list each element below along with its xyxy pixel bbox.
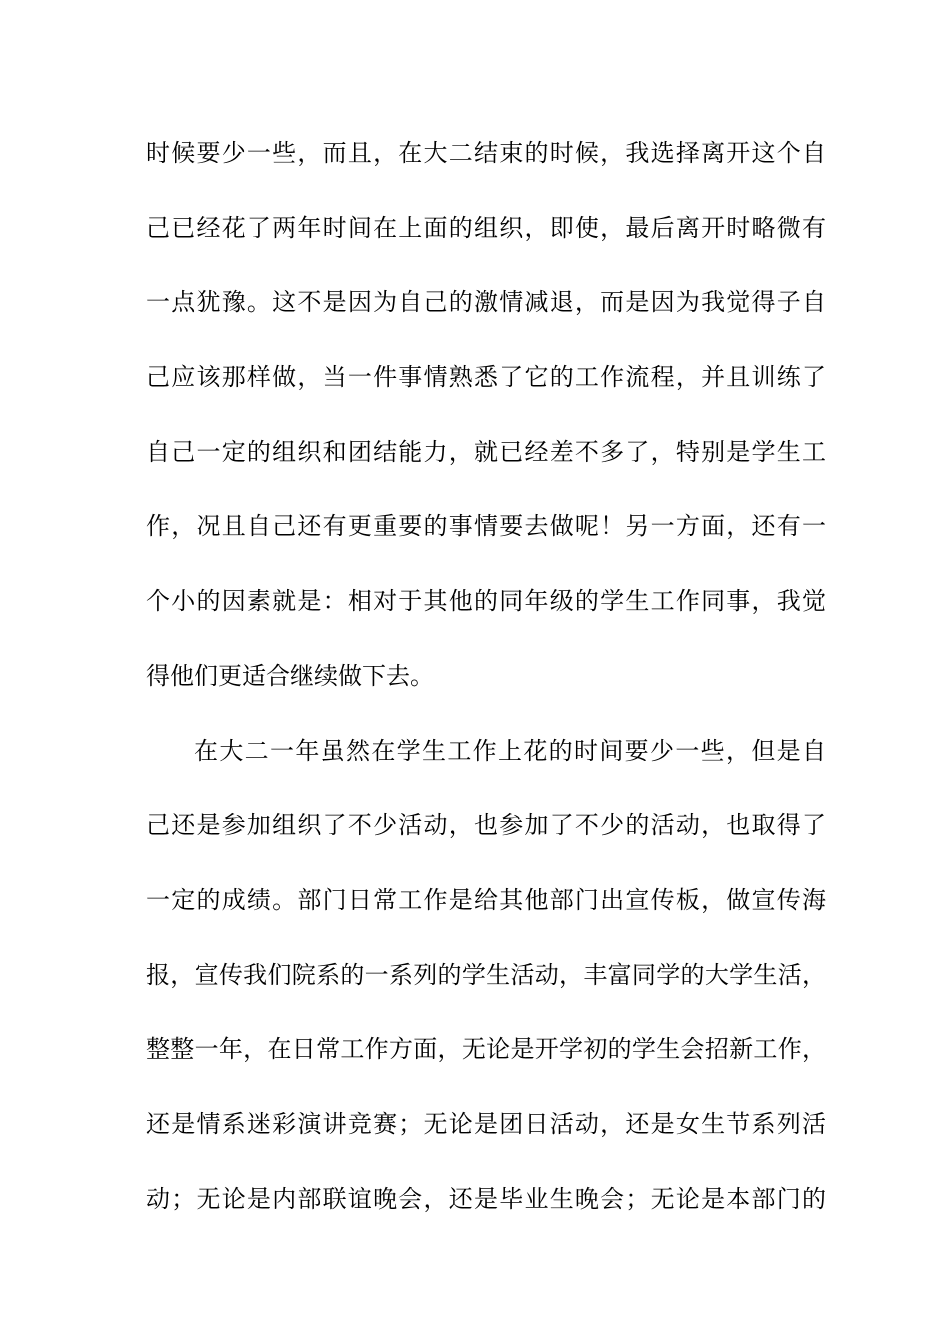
body-text — [146, 131, 826, 1251]
paragraph-2 — [146, 729, 826, 1252]
text-line: 时候要少一些，而且，在大二结束的时候，我选择离开这个自 — [146, 139, 826, 167]
text-line: 个小的因素就是：相对于其他的同年级的学生工作同事，我觉 — [146, 587, 826, 616]
text-line: 作，况且自己还有更重要的事情要去做呢！另一方面，还有一 — [146, 512, 826, 541]
text-line: 在大二一年虽然在学生工作上花的时间要少一些，但是自 — [194, 736, 826, 765]
text-line: 整整一年，在日常工作方面，无论是开学初的学生会招新工作， — [146, 1035, 826, 1064]
text-line: 报，宣传我们院系的一系列的学生活动，丰富同学的大学生活， — [146, 960, 826, 989]
text-line: 动；无论是内部联谊晚会，还是毕业生晚会；无论是本部门的 — [146, 1184, 826, 1213]
text-line: 己还是参加组织了不少活动，也参加了不少的活动，也取得了 — [146, 811, 826, 840]
text-line: 一定的成绩。部门日常工作是给其他部门出宣传板，做宣传海 — [146, 885, 826, 914]
text-line: 还是情系迷彩演讲竞赛；无论是团日活动，还是女生节系列活 — [146, 1109, 826, 1138]
text-line: 自己一定的组织和团结能力，就已经差不多了，特别是学生工 — [146, 437, 826, 466]
text-line: 一点犹豫。这不是因为自己的激情减退，而是因为我觉得子自 — [146, 288, 826, 317]
paragraph-1 — [146, 131, 826, 729]
text-line: 己应该那样做，当一件事情熟悉了它的工作流程，并且训练了 — [146, 363, 826, 392]
text-line: 己已经花了两年时间在上面的组织，即使，最后离开时略微有 — [146, 213, 826, 242]
text-line: 得他们更适合继续做下去。 — [146, 661, 434, 690]
